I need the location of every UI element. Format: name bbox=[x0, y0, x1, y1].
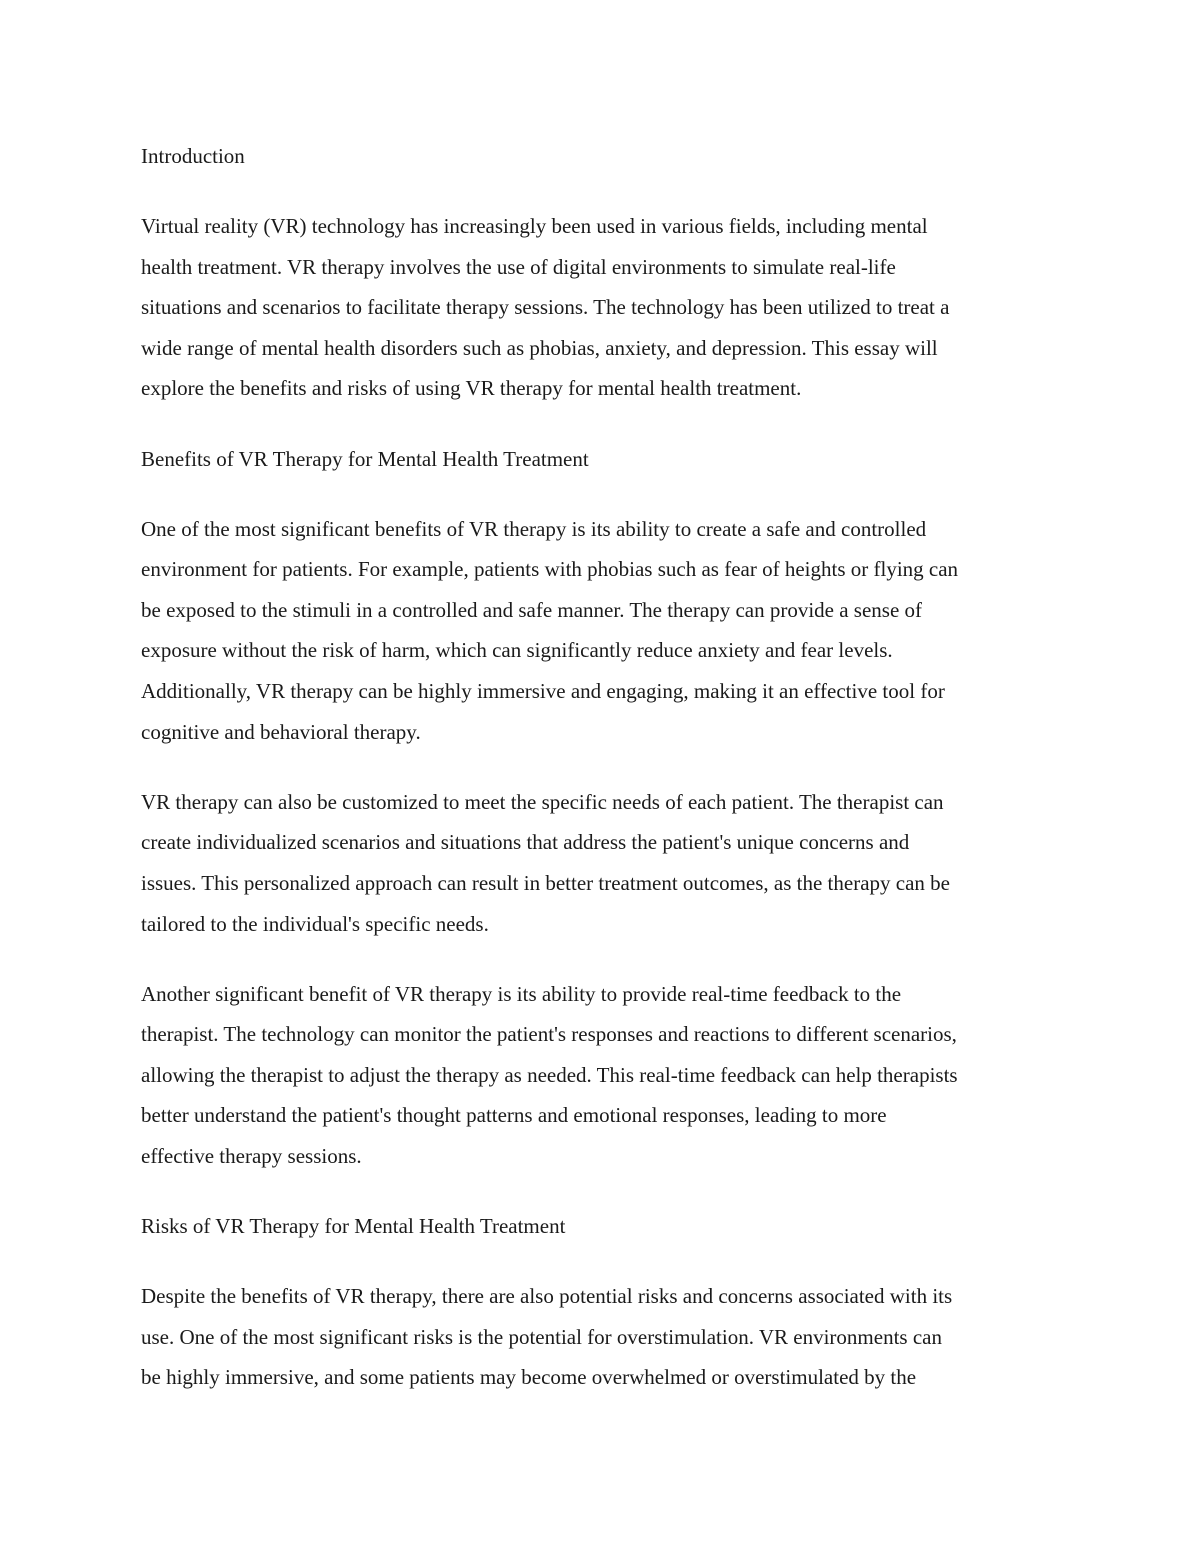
text-line: One of the most significant benefits of VR therapy is its ability to create a safe and controlled bbox=[141, 516, 927, 541]
text-line: environment for patients. For example, patients with phobias such as fear of heights or flying can bbox=[141, 557, 959, 582]
text-line: VR therapy can also be customized to meet the specific needs of each patient. The therapist can bbox=[141, 789, 944, 814]
heading-text: Benefits of VR Therapy for Mental Health Treatment bbox=[141, 446, 589, 471]
text-line: health treatment. VR therapy involves the use of digital environments to simulate real-life bbox=[141, 254, 896, 279]
paragraph-intro bbox=[141, 206, 1071, 409]
paragraph-benefits-3 bbox=[141, 974, 1071, 1177]
text-line: effective therapy sessions. bbox=[141, 1143, 362, 1168]
text-line: exposure without the risk of harm, which can significantly reduce anxiety and fear levels. bbox=[141, 638, 893, 663]
text-line: issues. This personalized approach can result in better treatment outcomes, as the therapy can be bbox=[141, 870, 950, 895]
paragraph-risks-1 bbox=[141, 1276, 1071, 1398]
text-line: therapist. The technology can monitor the patient's responses and reactions to different scenarios, bbox=[141, 1022, 957, 1047]
document-page bbox=[141, 136, 1071, 1427]
heading-risks bbox=[141, 1206, 1071, 1247]
text-line: cognitive and behavioral therapy. bbox=[141, 719, 421, 744]
text-line: Despite the benefits of VR therapy, there are also potential risks and concerns associated with its bbox=[141, 1284, 953, 1309]
text-line: use. One of the most significant risks is the potential for overstimulation. VR environments can bbox=[141, 1324, 942, 1349]
text-line: better understand the patient's thought patterns and emotional responses, leading to more bbox=[141, 1103, 887, 1128]
text-line: be highly immersive, and some patients may become overwhelmed or overstimulated by the bbox=[141, 1365, 917, 1390]
paragraph-benefits-2 bbox=[141, 782, 1071, 944]
text-line: Another significant benefit of VR therapy is its ability to provide real-time feedback to the bbox=[141, 981, 902, 1006]
text-line: Additionally, VR therapy can be highly immersive and engaging, making it an effective tool for bbox=[141, 679, 945, 704]
text-line: wide range of mental health disorders such as phobias, anxiety, and depression. This essay will bbox=[141, 335, 938, 360]
heading-text: Introduction bbox=[141, 144, 245, 168]
heading-introduction bbox=[141, 136, 1071, 177]
heading-text: Risks of VR Therapy for Mental Health Treatment bbox=[141, 1214, 566, 1239]
text-line: explore the benefits and risks of using VR therapy for mental health treatment. bbox=[141, 376, 802, 401]
text-line: tailored to the individual's specific needs. bbox=[141, 911, 489, 936]
heading-benefits bbox=[141, 439, 1071, 480]
paragraph-benefits-1 bbox=[141, 509, 1071, 753]
text-line: create individualized scenarios and situations that address the patient's unique concerns and bbox=[141, 830, 910, 855]
text-line: allowing the therapist to adjust the therapy as needed. This real-time feedback can help therapists bbox=[141, 1062, 958, 1087]
text-line: situations and scenarios to facilitate therapy sessions. The technology has been utilized to treat a bbox=[141, 295, 950, 320]
text-line: Virtual reality (VR) technology has increasingly been used in various fields, including mental bbox=[141, 214, 928, 239]
text-line: be exposed to the stimuli in a controlled and safe manner. The therapy can provide a sense of bbox=[141, 597, 923, 622]
